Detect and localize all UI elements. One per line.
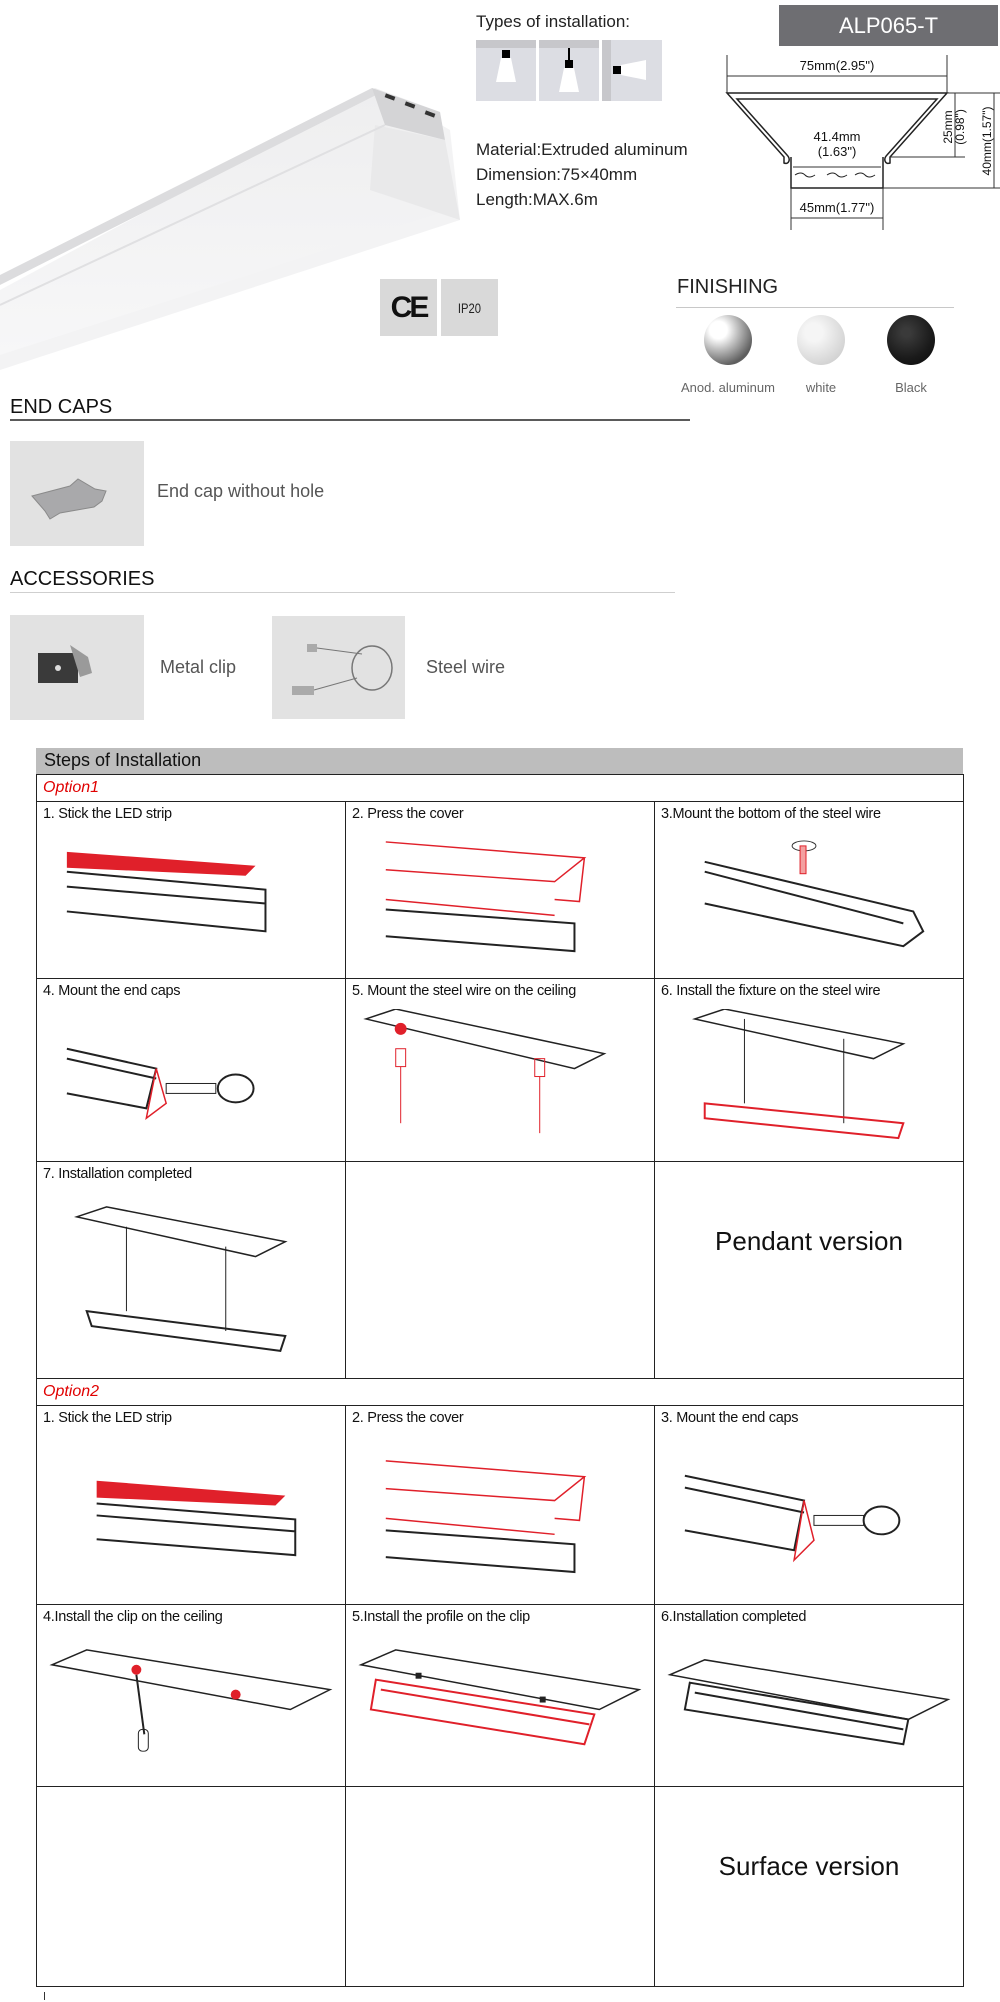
step-cell: 6. Install the fixture on the steel wire: [655, 979, 964, 1162]
step-cell: 7. Installation completed: [37, 1162, 346, 1379]
metal-clip-label: Metal clip: [160, 657, 237, 677]
finish-label-black: Black: [895, 380, 927, 395]
finish-swatch-white: [797, 315, 845, 365]
svg-text:75mm(2.95"): 75mm(2.95"): [799, 58, 875, 73]
led-strip-illustration: [47, 1436, 335, 1595]
step-cell: 4.Install the clip on the ceiling: [37, 1605, 346, 1787]
pendant-version-label: Pendant version: [715, 1226, 903, 1256]
installation-types-icons: [476, 40, 662, 101]
press-cover-illustration: [356, 1436, 644, 1595]
installation-steps: [36, 748, 963, 1987]
surface-completed-illustration: [665, 1635, 953, 1774]
end-cap-label: End cap without hole: [157, 481, 325, 501]
finish-label-anodized-aluminum: Anod. aluminum: [681, 380, 775, 395]
end-cap-thumbnail: [10, 441, 144, 546]
profile-dimension-drawing: [715, 55, 1000, 240]
step-cell: 1. Stick the LED strip: [37, 802, 346, 979]
option2-label: Option2: [43, 1383, 100, 1400]
option1-label: Option1: [43, 779, 100, 796]
accessories-title: ACCESSORIES: [10, 568, 155, 590]
option1-row: [37, 775, 964, 802]
spec-dimension: Dimension:75×40mm: [476, 165, 638, 184]
svg-text:25mm: 25mm: [941, 110, 955, 144]
step-cell: 6.Installation completed: [655, 1605, 964, 1787]
step-cell: 4. Mount the end caps: [37, 979, 346, 1162]
steel-wire-thumbnail: [272, 616, 405, 719]
step-cell-empty: [346, 1787, 655, 1987]
install-profile-clip-illustration: [356, 1635, 644, 1774]
ce-mark-icon: CE: [380, 279, 437, 336]
step-cell: 3.Mount the bottom of the steel wire: [655, 802, 964, 979]
mount-wire-bottom-illustration: [665, 832, 953, 971]
spec-length: Length:MAX.6m: [476, 190, 598, 209]
finishing-title: FINISHING: [677, 276, 779, 298]
step-cell: 1. Stick the LED strip: [37, 1406, 346, 1605]
page-marker: [44, 1992, 45, 2000]
accessories-divider: [10, 592, 675, 593]
product-specs: [476, 137, 688, 212]
steps-title: Steps of Installation: [36, 748, 963, 774]
install-clip-ceiling-illustration: [47, 1635, 335, 1774]
mount-wire-ceiling-illustration: [356, 1009, 644, 1148]
press-cover-illustration: [356, 832, 644, 971]
led-strip-illustration: [47, 832, 335, 971]
step-cell: 3. Mount the end caps: [655, 1406, 964, 1605]
finish-swatch-anodized-aluminum: [704, 315, 752, 365]
step-cell-empty: [37, 1787, 346, 1987]
step-cell-version: [655, 1162, 964, 1379]
model-badge: ALP065-T: [779, 5, 998, 46]
wall-mounted-icon: [602, 40, 662, 101]
svg-text:41.4mm: 41.4mm: [813, 129, 861, 144]
metal-clip-thumbnail: [10, 615, 144, 720]
step-cell: 2. Press the cover: [346, 802, 655, 979]
finish-label-white: white: [805, 380, 837, 395]
finishing-divider: [676, 307, 954, 308]
recessed-ceiling-icon: [476, 40, 536, 101]
steps-table: [36, 774, 964, 1987]
svg-text:40mm(1.57"): 40mm(1.57"): [980, 106, 994, 176]
finish-swatch-black: [887, 315, 935, 365]
ip-rating-badge: [441, 279, 498, 336]
pendant-icon: [539, 40, 599, 101]
steel-wire-label: Steel wire: [426, 657, 506, 677]
ip-rating-label: IP20: [457, 299, 482, 316]
mount-end-caps-illustration: [665, 1436, 953, 1595]
spec-material: Material:Extruded aluminum: [476, 140, 688, 159]
svg-text:45mm(1.77"): 45mm(1.77"): [799, 200, 875, 215]
step-cell-version: [655, 1787, 964, 1987]
installation-types-title: Types of installation:: [476, 12, 631, 31]
step-cell: 5. Mount the steel wire on the ceiling: [346, 979, 655, 1162]
surface-version-label: Surface version: [718, 1851, 900, 1881]
end-caps-title: END CAPS: [10, 396, 113, 418]
svg-text:(0.98"): (0.98"): [953, 109, 967, 145]
end-caps-divider: [10, 419, 690, 421]
svg-text:(1.63"): (1.63"): [817, 144, 857, 159]
mount-end-caps-illustration: [47, 1009, 335, 1148]
step-cell-empty: [346, 1162, 655, 1379]
step-cell: 2. Press the cover: [346, 1406, 655, 1605]
step-cell: 5.Install the profile on the clip: [346, 1605, 655, 1787]
pendant-completed-illustration: [47, 1192, 335, 1371]
install-fixture-illustration: [665, 1009, 953, 1148]
option2-row: [37, 1379, 964, 1406]
